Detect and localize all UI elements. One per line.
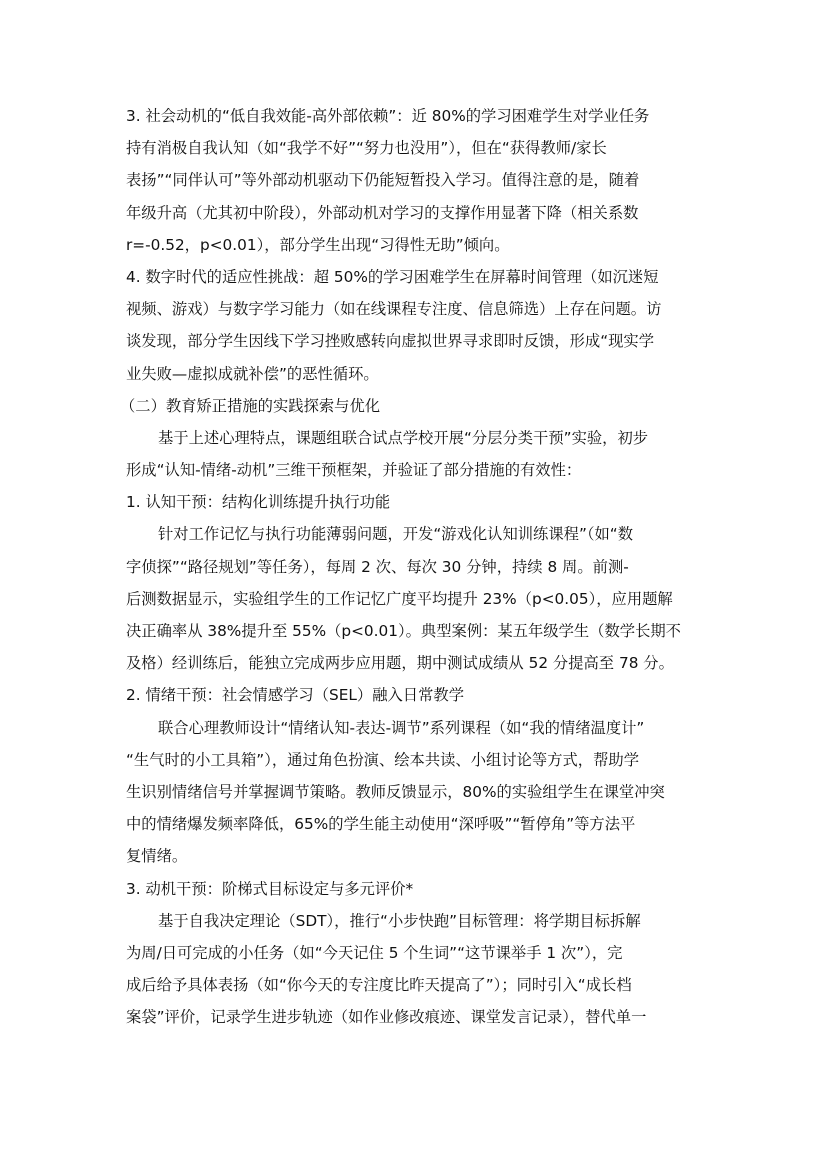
- text-line: 案袋”评价，记录学生进步轨迹（如作业修改痕迹、课堂发言记录），替代单一: [126, 1008, 647, 1027]
- text-line: 持有消极自我认知（如“我学不好”“努力也没用”），但在“获得教师/家长: [126, 139, 607, 158]
- text-line: r=-0.52，p<0.01），部分学生出现“习得性无助”倾向。: [126, 235, 510, 254]
- text-line: 中的情绪爆发频率降低，65%的学生能主动使用“深呼吸”“暂停角”等方法平: [126, 815, 636, 834]
- text-line: 为周/日可完成的小任务（如“今天记住 5 个生词”“这节课举手 1 次”），完: [126, 943, 623, 962]
- text-line: 3. 社会动机的“低自我效能-高外部依赖”：近 80%的学习困难学生对学业任务: [126, 107, 650, 125]
- text-line: 2. 情绪干预：社会情感学习（SEL）融入日常教学: [126, 686, 464, 705]
- text-line: 表扬”“同伴认可”等外部动机驱动下仍能短暂投入学习。值得注意的是，随着: [126, 171, 640, 190]
- text-line: 形成“认知-情绪-动机”三维干预框架，并验证了部分措施的有效性：: [126, 461, 582, 480]
- text-line: 复情绪。: [126, 847, 188, 866]
- text-line: 字侦探”“路径规划”等任务），每周 2 次、每次 30 分钟，持续 8 周。前测-: [126, 557, 629, 576]
- document-body: [120, 100, 706, 1033]
- text-line: 基于上述心理特点，课题组联合试点学校开展“分层分类干预”实验，初步: [158, 428, 649, 447]
- text-line: 决正确率从 38%提升至 55%（p<0.01）。典型案例：某五年级学生（数学长期不: [126, 622, 681, 640]
- text-line: 联合心理教师设计“情绪认知-表达-调节”系列课程（如“我的情绪温度计”: [158, 718, 645, 737]
- text-line: 业失败—虚拟成就补偿”的恶性循环。: [126, 364, 379, 383]
- text-line: 谈发现，部分学生因线下学习挫败感转向虚拟世界寻求即时反馈，形成“现实学: [126, 332, 655, 351]
- text-line: 成后给予具体表扬（如“你今天的专注度比昨天提高了”）；同时引入“成长档: [126, 976, 632, 995]
- text-line: 基于自我决定理论（SDT），推行“小步快跑”目标管理：将学期目标拆解: [158, 911, 641, 930]
- text-line: 4. 数字时代的适应性挑战：超 50%的学习困难学生在屏幕时间管理（如沉迷短: [126, 267, 659, 286]
- text-line: 视频、游戏）与数字学习能力（如在线课程专注度、信息筛选）上存在问题。访: [126, 300, 662, 319]
- text-line: 后测数据显示，实验组学生的工作记忆广度平均提升 23%（p<0.05），应用题解: [126, 589, 673, 608]
- text-line: 3. 动机干预：阶梯式目标设定与多元评价*: [126, 879, 414, 898]
- text-line: 针对工作记忆与执行功能薄弱问题，开发“游戏化认知训练课程”（如“数: [158, 525, 634, 544]
- text-line: 及格）经训练后，能独立完成两步应用题，期中测试成绩从 52 分提高至 78 分。: [126, 654, 674, 673]
- text-line: 1. 认知干预：结构化训练提升执行功能: [126, 493, 391, 512]
- text-line: 年级升高（尤其初中阶段），外部动机对学习的支撑作用显著下降（相关系数: [126, 203, 639, 222]
- text-line: “生气时的小工具箱”），通过角色扮演、绘本共读、小组讨论等方式，帮助学: [126, 750, 639, 769]
- text-line: 生识别情绪信号并掌握调节策略。教师反馈显示，80%的实验组学生在课堂冲突: [126, 782, 665, 801]
- text-line: （二）教育矫正措施的实践探索与优化: [120, 396, 381, 415]
